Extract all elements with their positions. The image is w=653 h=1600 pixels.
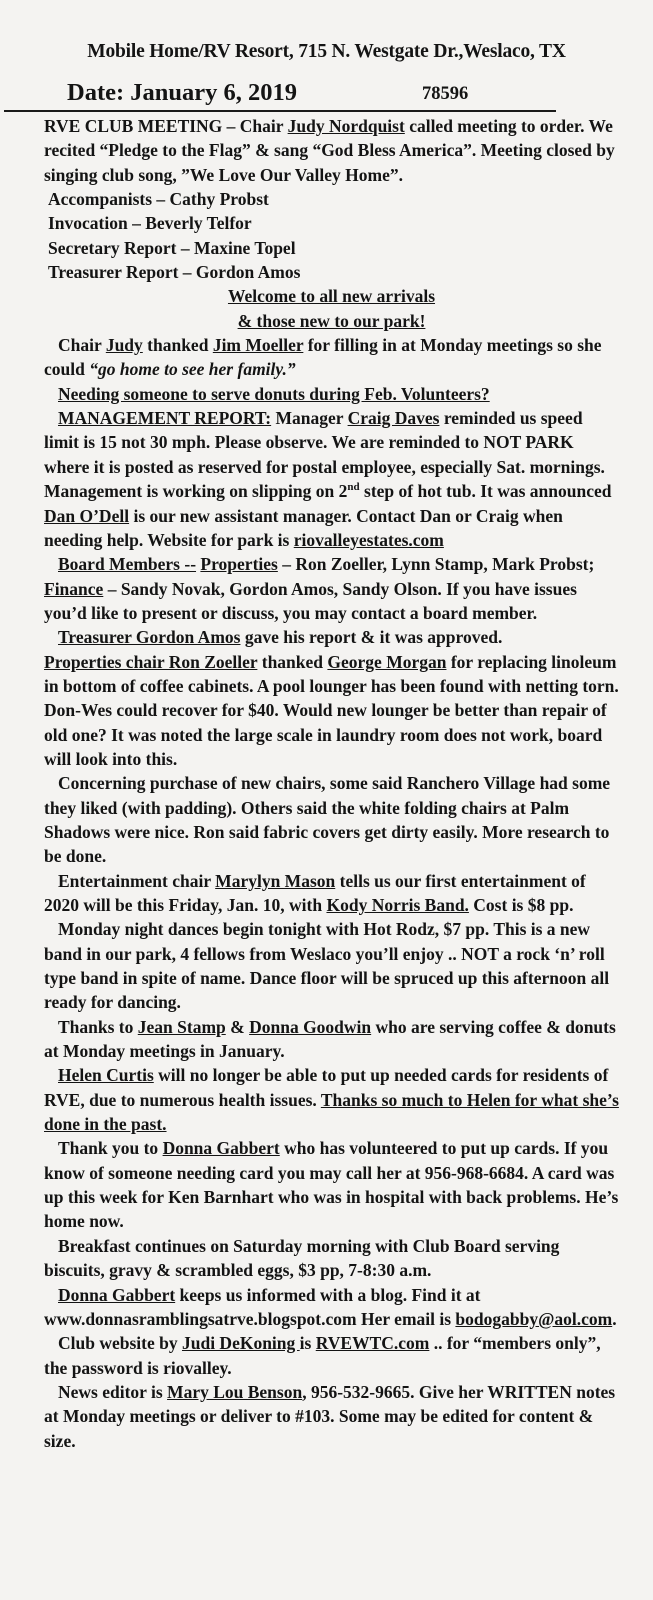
blog-paragraph: Donna Gabbert keeps us informed with a blog. Find it at www.donnasramblingsatrve.blogspot.com Her email is bodogabby@aol.com. [44,1284,617,1329]
coffee-paragraph: Thanks to Jean Stamp & Donna Goodwin who are serving coffee & donuts at Monday meetings in January. [44,1016,616,1062]
zip-code: 78596 [422,84,469,104]
welcome-heading-2: & those new to our park! [237,310,426,331]
dances-paragraph: Monday night dances begin tonight with Hot Rodz, $7 pp. This is a new band in our park, 4 fellows from Weslaco you’ll enjoy .. NOT a rock ‘n’ roll type band in spite of name. Dance floor will be spruced up this afternoon all ready for dancing. [44,919,610,1013]
entertainment-paragraph: Entertainment chair Marylyn Mason tells us our first entertainment of 2020 will be this Friday, Jan. 10, with Kody Norris Band. Cost is $8 pp. [44,870,586,915]
resort-address: Mobile Home/RV Resort, 715 N. Westgate Dr.,Weslaco, TX [87,41,566,62]
park-website: riovalleyestates.com [293,529,444,550]
welcome-heading-1: Welcome to all new arrivals [227,286,436,307]
role-secretary: Secretary Report – Maxine Topel [48,237,296,258]
meeting-roles [44,187,619,284]
treasurer-report: Treasurer Gordon Amos gave his report & it was approved. [58,627,503,648]
editor-paragraph: News editor is Mary Lou Benson, 956-532-9665. Give her WRITTEN notes at Monday meetings or deliver to #103. Some may be edited for content & size. [44,1381,616,1451]
chairs-paragraph: Concerning purchase of new chairs, some said Ranchero Village had some they liked (with padding). Others said the white folding chairs at Palm Shadows were nice. Ron said fabric covers get dirty easily. More research to be done. [44,773,611,867]
donut-volunteers: Needing someone to serve donuts during Feb. Volunteers? [58,383,490,404]
role-treasurer: Treasurer Report – Gordon Amos [48,262,301,283]
cards-paragraph: Thank you to Donna Gabbert who has volunteered to put up cards. If you know of someone needing card you may call her at 956-968-6684. A card was up this week for Ken Barnhart who was in hospital with back problems. He’s home now. [44,1138,619,1232]
role-invocation: Invocation – Beverly Telfor [48,213,252,234]
chair-name: Judy Nordquist [287,116,405,136]
meeting-date: Date: January 6, 2019 [67,79,298,106]
thanks-paragraph: Chair Judy thanked Jim Moeller for filling in at Monday meetings so she could “go home to see her family.” [44,335,602,380]
newsletter-body [44,114,619,1453]
date-row [4,78,556,112]
breakfast-paragraph: Breakfast continues on Saturday morning with Club Board serving biscuits, gravy & scrambled eggs, $3 pp, 7-8:30 a.m. [44,1235,560,1281]
helen-paragraph: Helen Curtis will no longer be able to put up needed cards for residents of RVE, due to numerous health issues. Thanks so much to Helen for what she’s done in the past. [44,1065,619,1135]
meeting-intro: RVE CLUB MEETING – Chair Judy Nordquist called meeting to order. We recited “Pledge to the Flag” & sang “God Bless America”. Meeting closed by singing club song, ”We Love Our Valley Home”. [44,116,615,185]
management-report: MANAGEMENT REPORT: Manager Craig Daves reminded us speed limit is 15 not 30 mph. Please observe. We are reminded to NOT PARK where it is posted as reserved for postal employee, especially Sat. mornings. Management is working on slipping on 2nd step of hot tub. It was announced Dan O’Dell is our new assistant manager. Contact Dan or Craig when needing help. Website for park is riovalleyestates.com [44,408,612,550]
email-address: bodogabby@aol.com [455,1308,613,1329]
board-members: Board Members -- Properties – Ron Zoeller, Lynn Stamp, Mark Probst; Finance – Sandy Novak, Gordon Amos, Sandy Olson. If you have issues you’d like to present or discuss, you may contact a board member. [44,554,595,623]
role-accompanists: Accompanists – Cathy Probst [48,189,269,210]
properties-report: Properties chair Ron Zoeller thanked George Morgan for replacing linoleum in bottom of coffee cabinets. A pool lounger has been found with netting torn. Don-Wes could recover for $40. Would new lounger be better than repair of old one? It was noted the large scale in laundry room does not work, board will look into this. [44,651,619,769]
club-website: RVEWTC.com [315,1333,430,1354]
club-website-paragraph: Club website by Judi DeKoning is RVEWTC.com .. for “members only”, the password is riovalley. [44,1333,601,1378]
management-title: MANAGEMENT REPORT: [58,408,272,429]
